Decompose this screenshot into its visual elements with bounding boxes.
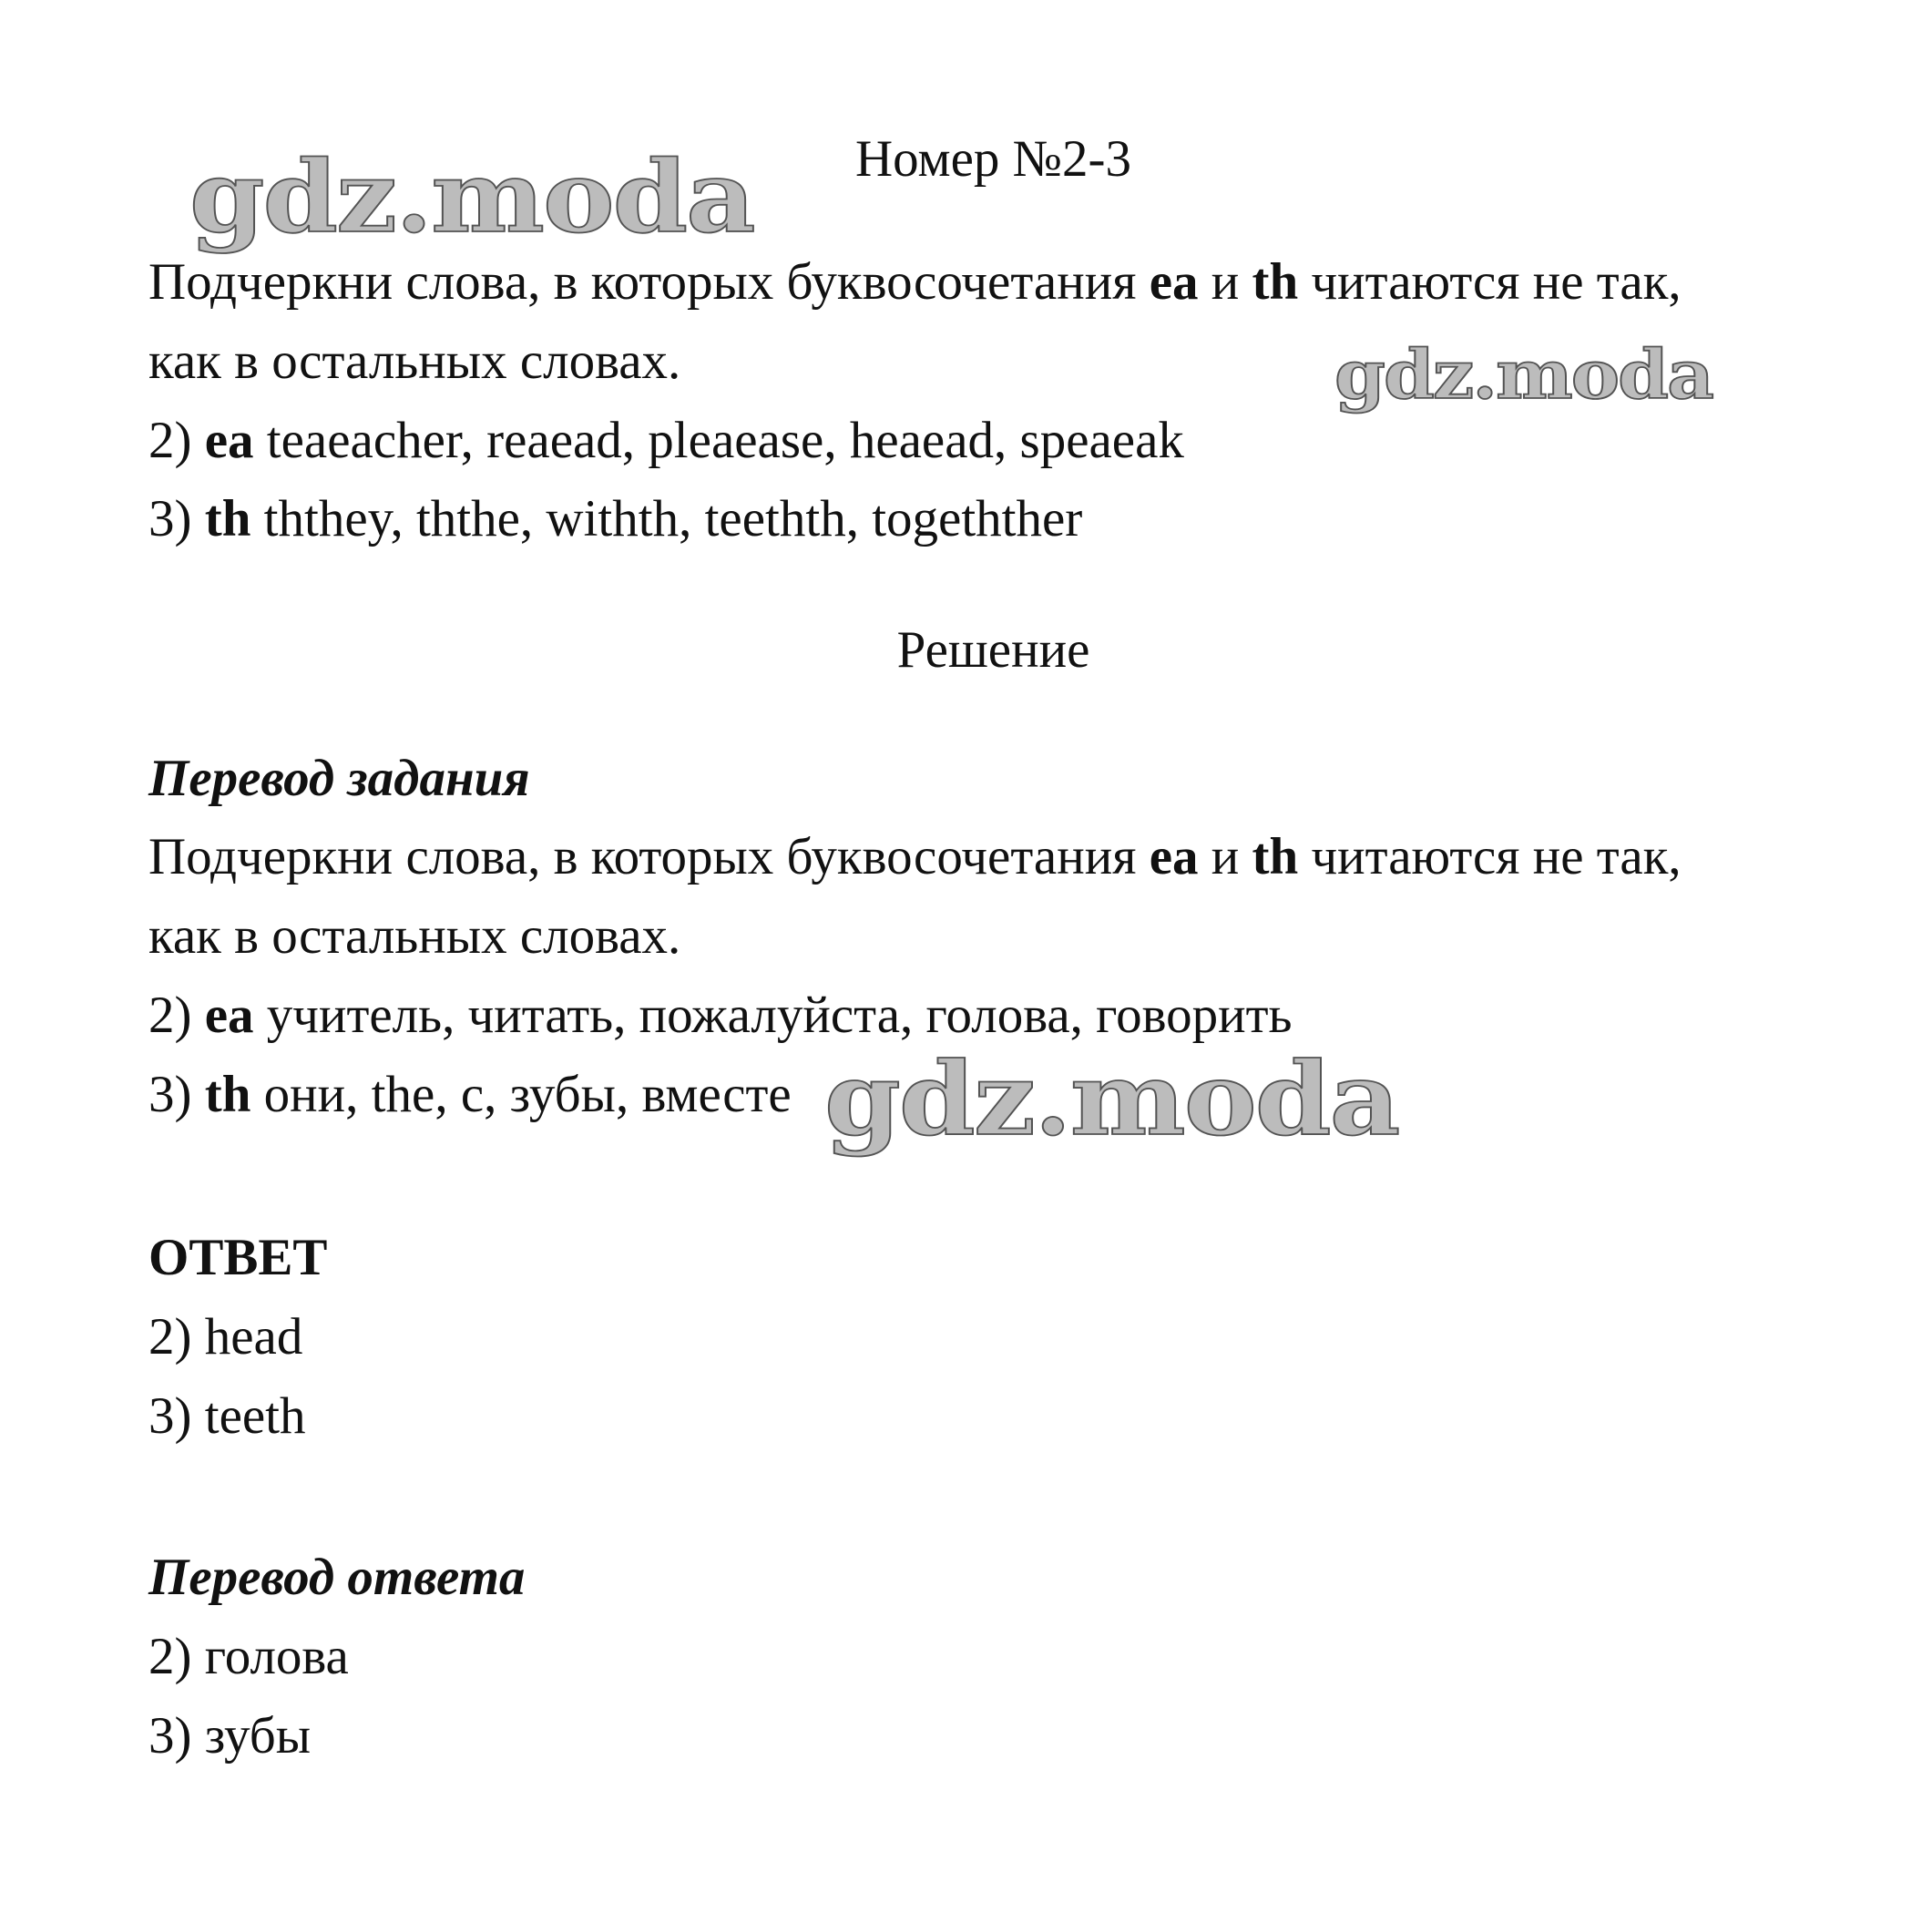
translation-answer-heading: Перевод ответа xyxy=(148,1549,526,1606)
translation-th-key: th xyxy=(1252,828,1299,885)
translation-line-1-after: читаются не так, xyxy=(1298,828,1682,885)
translation-answer-item-2: 2) голова xyxy=(148,1628,349,1685)
translation-ea-key: ea xyxy=(1149,828,1199,885)
watermark-logo-top: gdz.moda xyxy=(189,138,754,255)
task-item-2 xyxy=(148,409,1184,473)
translation-item-2-key: ea xyxy=(204,987,254,1044)
translation-task-line-1 xyxy=(148,825,1682,889)
task-item-2-num: 2) xyxy=(148,412,205,469)
page-title: Номер №2-3 xyxy=(854,130,1132,188)
answer-item-2: 2) head xyxy=(148,1308,303,1366)
translation-line-1-and: и xyxy=(1198,828,1252,885)
task-item-3 xyxy=(148,487,1082,551)
translation-line-1-before: Подчеркни слова, в которых буквосочетания xyxy=(148,828,1150,885)
task-line-1-before: Подчеркни слова, в которых буквосочетания xyxy=(148,253,1150,311)
translation-answer-item-3: 3) зубы xyxy=(148,1707,312,1764)
task-th-key: th xyxy=(1252,253,1299,311)
translation-item-3-num: 3) xyxy=(148,1066,205,1123)
answer-heading: ОТВЕТ xyxy=(148,1229,328,1286)
task-item-2-key: ea xyxy=(204,412,254,469)
answer-item-3: 3) teeth xyxy=(148,1387,306,1445)
task-ea-key: ea xyxy=(1149,253,1199,311)
translation-item-2 xyxy=(148,984,1293,1048)
translation-task-heading: Перевод задания xyxy=(148,750,530,807)
watermark-logo-bottom: gdz.moda xyxy=(824,1040,1399,1159)
task-item-3-words: ththey, ththe, withth, teethth, togethther xyxy=(250,490,1083,547)
solution-heading: Решение xyxy=(896,621,1090,679)
task-line-1 xyxy=(148,251,1682,314)
translation-item-3-words: они, the, с, зубы, вместе xyxy=(250,1066,792,1123)
translation-task-line-2: как в остальных словах. xyxy=(148,907,681,965)
translation-item-2-words: учитель, читать, пожалуйста, голова, говорить xyxy=(253,987,1293,1044)
translation-item-3 xyxy=(148,1063,792,1127)
task-line-1-and: и xyxy=(1198,253,1252,311)
watermark-logo-right: gdz.moda xyxy=(1334,335,1712,414)
task-item-3-num: 3) xyxy=(148,490,205,547)
translation-item-2-num: 2) xyxy=(148,987,205,1044)
translation-item-3-key: th xyxy=(204,1066,251,1123)
task-item-2-words: teaeacher, reaead, pleaease, heaead, speaeak xyxy=(253,412,1184,469)
task-line-2: как в остальных словах. xyxy=(148,332,681,390)
task-line-1-after: читаются не так, xyxy=(1298,253,1682,311)
task-item-3-key: th xyxy=(204,490,251,547)
